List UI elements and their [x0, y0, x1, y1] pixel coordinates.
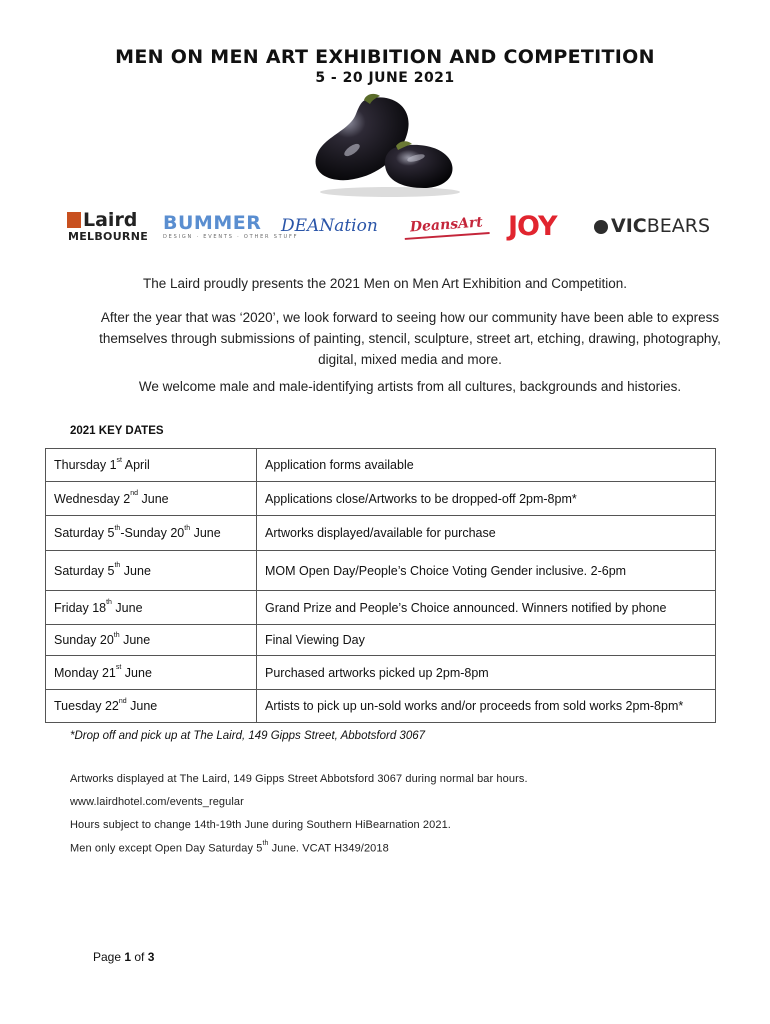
event-cell: MOM Open Day/People’s Choice Voting Gender inclusive. 2-6pm [257, 551, 716, 591]
eggplant-illustration [300, 90, 470, 200]
laird-melbourne-logo [67, 206, 148, 246]
page-number [93, 950, 154, 964]
date-suffix: st [115, 664, 122, 672]
men-only-note [70, 842, 389, 855]
table-row [46, 516, 716, 551]
vicbears-logo [594, 206, 710, 246]
event-cell: Applications close/Artworks to be dropped-off 2pm-8pm* [257, 482, 716, 516]
date-suffix: th [114, 562, 121, 570]
page-total: 3 [147, 950, 155, 964]
date-cell [46, 551, 257, 591]
joy-logo [508, 206, 557, 246]
welcome-paragraph: We welcome male and male-identifying artists from all cultures, backgrounds and histories. [138, 379, 682, 394]
page-label: Page [93, 950, 125, 964]
table-row [46, 690, 716, 723]
event-cell: Grand Prize and People’s Choice announced. Winners notified by phone [257, 591, 716, 625]
bummer-logo-text: BUMMER [163, 211, 262, 234]
page-current: 1 [124, 950, 132, 964]
date-day: Sunday 20 [54, 633, 114, 647]
date-rest: June [126, 699, 158, 713]
date-rest: June [121, 665, 152, 680]
date-rest-2: June [190, 526, 221, 540]
table-row [46, 482, 716, 516]
laird-logo-subtext: MELBOURNE [68, 229, 149, 243]
date-day: Tuesday 22 [54, 699, 119, 713]
bummer-logo [163, 206, 298, 246]
date-suffix: st [116, 456, 122, 464]
laird-icon [67, 212, 81, 228]
events-link[interactable]: www.lairdhotel.com/events_regular [70, 796, 244, 808]
deannation-logo: DEANation [281, 216, 378, 236]
date-day: Wednesday 2 [54, 491, 131, 506]
date-day: Thursday 1 [54, 458, 117, 472]
dropoff-note: *Drop off and pick up at The Laird, 149 Gipps Street, Abbotsford 3067 [70, 730, 426, 742]
event-cell: Artworks displayed/available for purchase [257, 516, 716, 551]
date-suffix-2: th [184, 524, 191, 532]
key-dates-table [45, 448, 716, 723]
date-rest: June [111, 600, 143, 615]
date-rest: -Sunday 20 [120, 526, 185, 540]
bear-paw-icon [594, 220, 608, 234]
hours-note: Hours subject to change 14th-19th June during Southern HiBearnation 2021. [70, 819, 451, 831]
laird-logo-text: Laird [83, 208, 138, 231]
page-title: MEN ON MEN ART EXHIBITION AND COMPETITION [115, 46, 655, 68]
date-suffix: nd [130, 490, 139, 498]
intro-paragraph: The Laird proudly presents the 2021 Men on Men Art Exhibition and Competition. [142, 276, 628, 291]
event-dates: 5 - 20 JUNE 2021 [315, 70, 455, 86]
date-suffix: th [106, 599, 112, 607]
event-cell: Final Viewing Day [257, 625, 716, 656]
vicbears-logo-text-b: BEARS [646, 215, 711, 237]
date-cell [46, 625, 257, 656]
date-day: Monday 21 [54, 665, 116, 680]
date-cell [46, 591, 257, 625]
page-of: of [131, 950, 148, 964]
date-day: Saturday 5 [54, 563, 115, 578]
bummer-logo-subtext: DESIGN · EVENTS · OTHER STUFF [163, 233, 299, 240]
table-row [46, 449, 716, 482]
date-rest: June [120, 563, 151, 578]
date-cell [46, 656, 257, 690]
deansart-logo [404, 206, 489, 246]
date-rest: June [138, 491, 169, 506]
date-rest: April [121, 458, 150, 472]
table-row [46, 591, 716, 625]
date-cell [46, 690, 257, 723]
event-cell: Application forms available [257, 449, 716, 482]
vicbears-logo-text-a: VIC [611, 215, 647, 237]
venue-info: Artworks displayed at The Laird, 149 Gipps Street Abbotsford 3067 during normal bar hours. [70, 773, 528, 785]
key-dates-heading: 2021 KEY DATES [70, 425, 164, 437]
date-day: Saturday 5 [54, 526, 115, 540]
event-cell: Purchased artworks picked up 2pm-8pm [257, 656, 716, 690]
men-only-text-end: June. VCAT H349/2018 [268, 842, 389, 855]
table-row [46, 656, 716, 690]
date-cell [46, 449, 257, 482]
date-suffix: nd [118, 697, 127, 705]
men-only-sup: th [262, 840, 269, 847]
men-only-text: Men only except Open Day Saturday 5 [70, 842, 263, 855]
event-cell: Artists to pick up un-sold works and/or proceeds from sold works 2pm-8pm* [257, 690, 716, 723]
sponsor-logos [0, 206, 770, 246]
date-rest: June [119, 633, 151, 647]
joy-logo-text: JOY [508, 210, 557, 242]
table-row [46, 625, 716, 656]
deansart-logo-text: DeansArt [403, 212, 489, 240]
date-suffix: th [114, 524, 121, 532]
date-suffix: th [113, 631, 120, 639]
date-cell [46, 482, 257, 516]
table-row [46, 551, 716, 591]
date-day: Friday 18 [54, 600, 107, 615]
date-cell [46, 516, 257, 551]
description-paragraph: After the year that was ‘2020’, we look forward to seeing how our community have been able to express themselves through submissions of painting, stencil, sculpture, street art, etching, drawing, photography, digital, mixed media and more. [99, 310, 721, 367]
